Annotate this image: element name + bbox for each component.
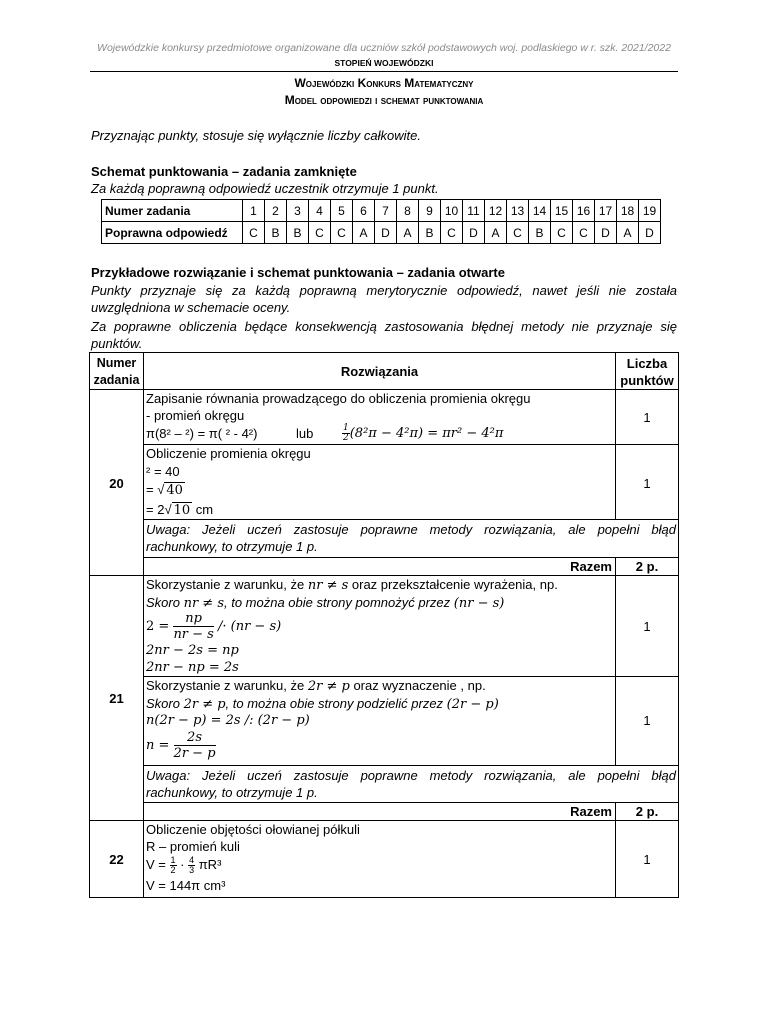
task-number: 13 xyxy=(507,200,529,222)
task-20-total-label: Razem xyxy=(570,559,612,574)
open-note-1: Punkty przyznaje się za każdą poprawną merytorycznie odpowiedź, nawet jeśli nie została uwzględniona w schemacie oceny. xyxy=(91,283,677,315)
task-21-remark: Uwaga: Jeżeli uczeń zastosuje poprawne metody rozwiązania, ale popełni błąd rachunkowy, to otrzymuje 1 p. xyxy=(146,768,676,800)
closed-note: Za każdą poprawną odpowiedź uczestnik otrzymuje 1 punkt. xyxy=(91,181,439,196)
fraction: $\frac{np}{nr - s}$ xyxy=(173,611,214,642)
fraction: $\frac{2s}{2r - p}$ xyxy=(173,730,216,761)
task-22-line4: V = 144π cm³ xyxy=(146,878,226,893)
answer-cell: C xyxy=(441,222,463,244)
task-21-total-label: Razem xyxy=(570,804,612,819)
answer-cell: C xyxy=(507,222,529,244)
task-20-a-formula2: $\frac{1}{2}$ (8²π − 4²π) = πr² − 4²π xyxy=(343,423,504,443)
header-line-2: STOPIEŃ WOJEWÓDZKI xyxy=(334,58,434,68)
header-line-1: Wojewódzkie konkursy przedmiotowe organizowane dla uczniów szkół podstawowych woj. podlaskiego w r. szk. 2021/2022 xyxy=(97,42,671,54)
task-20-b-line1: Obliczenie promienia okręgu xyxy=(146,446,311,461)
answer-cell: D xyxy=(595,222,617,244)
task-20-b-line3: = √ 40 xyxy=(146,482,183,498)
answer-cell: B xyxy=(265,222,287,244)
task-21-b-line1: Skorzystanie z warunku, że 2r ≠ p oraz wyznaczenie , np. xyxy=(146,678,486,694)
col-header-number-b: zadania xyxy=(93,373,140,387)
task-number: 1 xyxy=(243,200,265,222)
task-21-b-line2: Skoro 2r ≠ p, to można obie strony podzielić przez (2r − p) xyxy=(146,696,499,712)
answer-cell: C xyxy=(573,222,595,244)
task-21-total: 2 p. xyxy=(635,804,659,819)
task-22-points: 1 xyxy=(643,852,651,867)
task-20-a-line1: Zapisanie równania prowadzącego do obliczenia promienia okręgu xyxy=(146,391,531,406)
answer-cell: A xyxy=(397,222,419,244)
closed-answers-table xyxy=(101,199,661,244)
open-heading: Przykładowe rozwiązanie i schemat punktowania – zadania otwarte xyxy=(91,265,505,280)
half-fraction: $\frac{1}{2}$ xyxy=(343,423,349,443)
answer-cell: D xyxy=(463,222,485,244)
answer-cell: C xyxy=(243,222,265,244)
task-number: 15 xyxy=(551,200,573,222)
task-20-b-line4: = 2√ 10 cm xyxy=(146,502,214,518)
document-subtitle: Model odpowiedzi i schemat punktowania xyxy=(284,93,484,107)
numbers-row xyxy=(102,200,661,222)
task-number: 10 xyxy=(441,200,463,222)
header-divider xyxy=(90,71,678,72)
task-number: 4 xyxy=(309,200,331,222)
task-20-a-formula1: π(8² – ²) = π( ² - 4²) xyxy=(146,426,258,441)
task-number: 14 xyxy=(529,200,551,222)
open-note-2: Za poprawne obliczenia będące konsekwencją zastosowania błędnej metody nie przyznaje się punktów. xyxy=(91,319,677,351)
answer-cell: C xyxy=(551,222,573,244)
task-21-b-line3: n(2r − p) = 2s /: (2r − p) xyxy=(146,713,310,728)
task-20-number: 20 xyxy=(109,476,124,491)
fraction-half: $\frac{1}{2}$ xyxy=(170,855,176,876)
task-20-a-line2: - promień okręgu xyxy=(146,408,245,423)
answers-row xyxy=(102,222,661,244)
col-header-points-a: Liczba xyxy=(626,356,668,371)
answer-cell: A xyxy=(617,222,639,244)
task-number: 5 xyxy=(331,200,353,222)
task-20-a-points: 1 xyxy=(643,410,651,425)
row-label-numbers: Numer zadania xyxy=(102,200,243,222)
task-number: 11 xyxy=(463,200,485,222)
task-number: 18 xyxy=(617,200,639,222)
col-header-solutions-text: Rozwiązania xyxy=(340,364,419,379)
answer-cell: A xyxy=(353,222,375,244)
answer-cell: A xyxy=(485,222,507,244)
task-21-a-points: 1 xyxy=(643,619,651,634)
document-title: Wojewódzki Konkurs Matematyczny xyxy=(294,76,474,90)
task-20-b-line2: ² = 40 xyxy=(146,464,180,479)
col-header-points-b: punktów xyxy=(620,373,674,388)
answer-cell: C xyxy=(309,222,331,244)
answer-cell: C xyxy=(331,222,353,244)
col-header-number-a: Numer xyxy=(96,356,137,370)
answer-cell: B xyxy=(529,222,551,244)
task-22-line2: R – promień kuli xyxy=(146,839,240,854)
task-number: 2 xyxy=(265,200,287,222)
task-21-a-line1: Skorzystanie z warunku, że nr ≠ s oraz przekształcenie wyrażenia, np. xyxy=(146,577,558,593)
task-number: 8 xyxy=(397,200,419,222)
task-number: 7 xyxy=(375,200,397,222)
task-21-a-line4: 2nr − 2s = np xyxy=(146,643,239,658)
task-21-a-line2: Skoro nr ≠ s, to można obie strony pomnożyć przez (nr − s) xyxy=(146,595,505,611)
answer-cell: D xyxy=(375,222,397,244)
task-20-total: 2 p. xyxy=(635,559,659,574)
task-21-a-equation: 2 = $\frac{np}{nr - s}$ /· (nr − s) xyxy=(146,611,282,642)
task-number: 16 xyxy=(573,200,595,222)
task-number: 3 xyxy=(287,200,309,222)
closed-heading: Schemat punktowania – zadania zamknięte xyxy=(91,164,357,179)
task-21-a-line5: 2nr − np = 2s xyxy=(146,660,239,675)
task-20-a-or: lub xyxy=(296,426,314,441)
task-22-line1: Obliczenie objętości ołowianej półkuli xyxy=(146,822,360,837)
task-21-number: 21 xyxy=(109,691,124,706)
task-22-line3: V = $\frac{1}{2}$ · $\frac{4}{3}$ πR³ xyxy=(146,855,222,876)
answer-cell: B xyxy=(419,222,441,244)
task-number: 17 xyxy=(595,200,617,222)
row-label-answers: Poprawna odpowiedź xyxy=(102,222,243,244)
task-22-number: 22 xyxy=(109,852,124,867)
task-21-b-equation: n = $\frac{2s}{2r - p}$ xyxy=(146,730,216,761)
task-20-remark: Uwaga: Jeżeli uczeń zastosuje poprawne metody rozwiązania, ale popełni błąd rachunkowy, to otrzymuje 1 p. xyxy=(146,522,676,554)
task-21-b-points: 1 xyxy=(643,713,651,728)
task-number: 9 xyxy=(419,200,441,222)
answer-cell: B xyxy=(287,222,309,244)
intro-note: Przyznając punkty, stosuje się wyłącznie liczby całkowite. xyxy=(91,128,421,143)
task-number: 12 xyxy=(485,200,507,222)
task-number: 19 xyxy=(639,200,661,222)
fraction-four-thirds: $\frac{4}{3}$ xyxy=(189,855,195,876)
task-number: 6 xyxy=(353,200,375,222)
answer-cell: D xyxy=(639,222,661,244)
task-20-b-points: 1 xyxy=(643,476,651,491)
